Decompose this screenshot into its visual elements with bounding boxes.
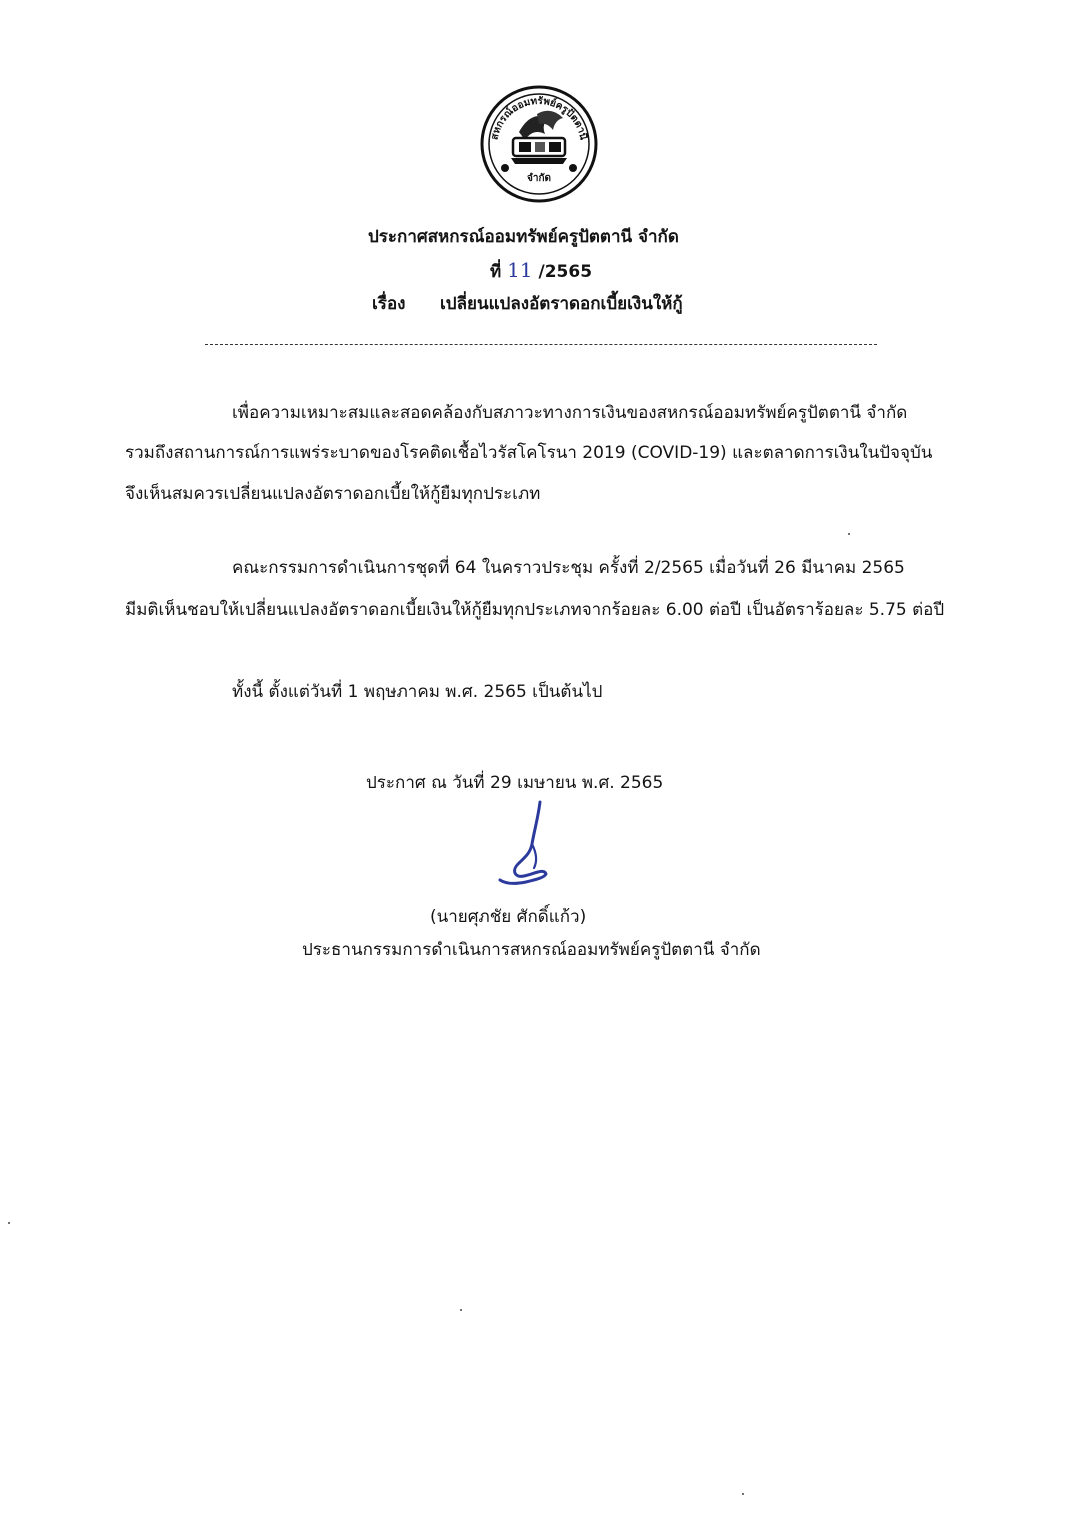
seal-top-text: สหกรณ์ออมทรัพย์ครูปัตตานี [489, 95, 589, 141]
scan-speck [742, 1493, 744, 1495]
scan-speck [848, 533, 850, 535]
seal-bottom-text: จำกัด [526, 173, 552, 184]
cooperative-seal-logo [479, 84, 599, 204]
announce-date-line: ประกาศ ณ วันที่ 29 เมษายน พ.ศ. 2565 [366, 773, 664, 793]
p1-line-2: รวมถึงสถานการณ์การแพร่ระบาดของโรคติดเชื้อไวรัสโคโรนา 2019 (COVID-19) และตลาดการเงินในปัจจุบัน [125, 443, 933, 463]
p1-line-1: เพื่อความเหมาะสมและสอดคล้องกับสภาวะทางการเงินของสหกรณ์ออมทรัพย์ครูปัตตานี จำกัด [232, 403, 908, 423]
scan-speck [460, 1309, 462, 1311]
announcement-number [490, 258, 592, 284]
handwritten-signature [494, 800, 554, 886]
number-prefix: ที่ [490, 262, 502, 282]
number-suffix: /2565 [538, 262, 593, 282]
scan-speck [8, 1222, 10, 1224]
signer-title: ประธานกรรมการดำเนินการสหกรณ์ออมทรัพย์ครูปัตตานี จำกัด [302, 940, 761, 960]
header-divider [205, 344, 877, 345]
subject-label: เรื่อง [372, 294, 406, 314]
announcement-title: ประกาศสหกรณ์ออมทรัพย์ครูปัตตานี จำกัด [368, 227, 679, 247]
p1-line-3: จึงเห็นสมควรเปลี่ยนแปลงอัตราดอกเบี้ยให้กู้ยืมทุกประเภท [125, 484, 541, 504]
effective-date-line: ทั้งนี้ ตั้งแต่วันที่ 1 พฤษภาคม พ.ศ. 2565 เป็นต้นไป [232, 682, 603, 702]
signer-name: (นายศุภชัย ศักดิ์แก้ว) [430, 907, 587, 927]
p2-line-1: คณะกรรมการดำเนินการชุดที่ 64 ในคราวประชุม ครั้งที่ 2/2565 เมื่อวันที่ 26 มีนาคม 2565 [232, 558, 905, 578]
subject-text: เปลี่ยนแปลงอัตราดอกเบี้ยเงินให้กู้ [440, 294, 683, 314]
p2-line-2: มีมติเห็นชอบให้เปลี่ยนแปลงอัตราดอกเบี้ยเงินให้กู้ยืมทุกประเภทจากร้อยละ 6.00 ต่อปี เป็นอัตราร้อยละ 5.75 ต่อปี [125, 600, 945, 620]
number-handwritten: 11 [507, 258, 533, 282]
